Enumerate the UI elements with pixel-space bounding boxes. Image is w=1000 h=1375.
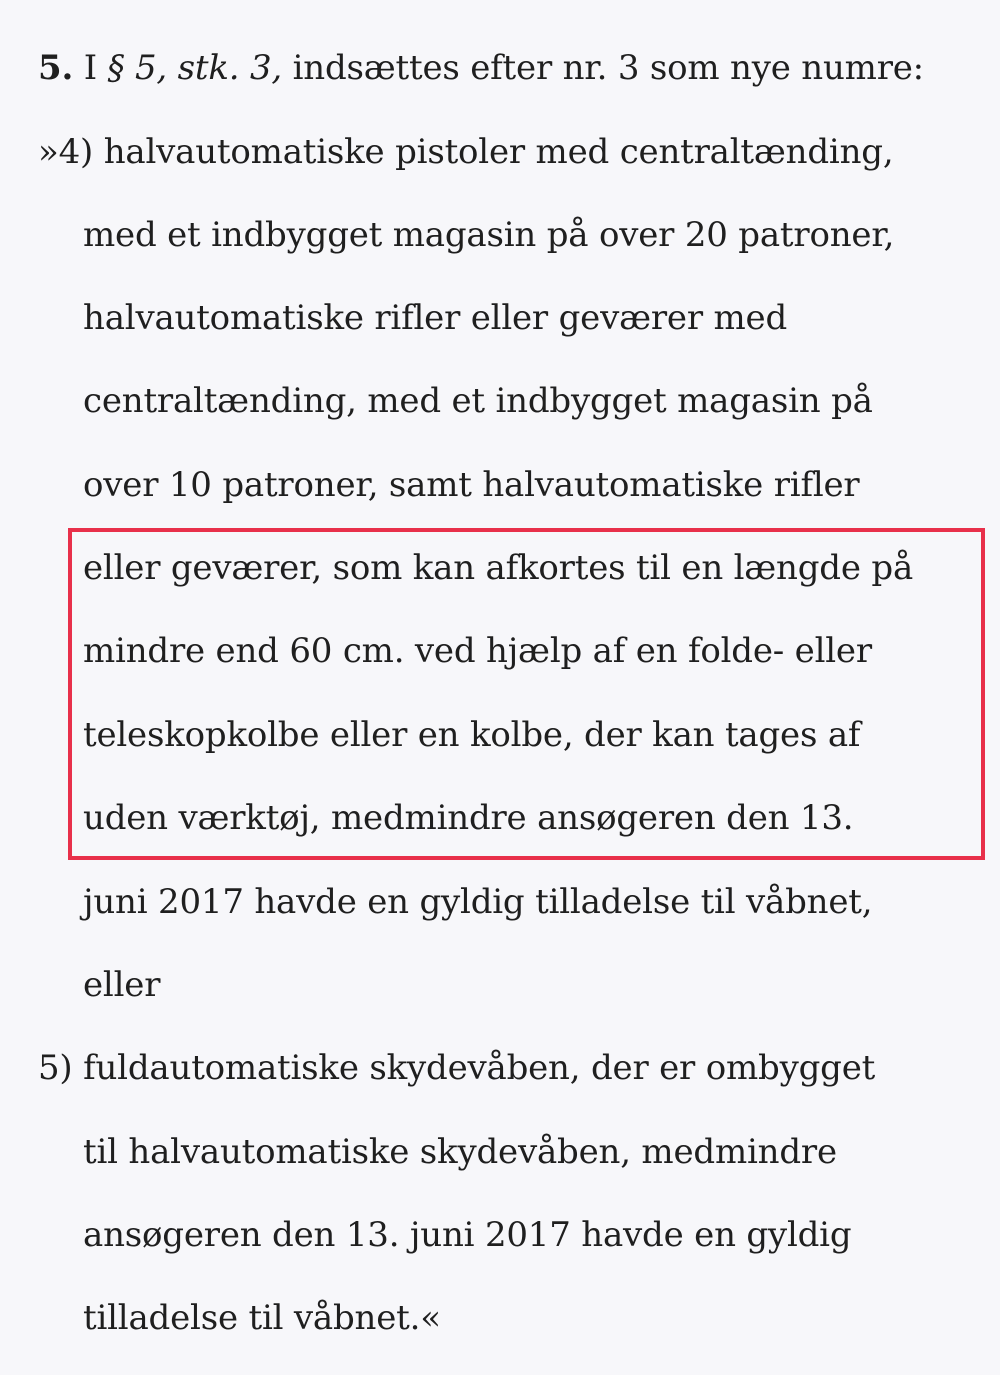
text-line: »4) halvautomatiske pistoler med centraltænding, [38,132,894,172]
text-line: over 10 patroner, samt halvautomatiske rifler [83,465,860,505]
text-line: juni 2017 havde en gyldig tilladelse til våbnet, [83,882,873,922]
amendment-lead: I [73,48,108,88]
section-reference: § 5, stk. 3, [107,48,282,88]
text-line: tilladelse til våbnet.« [83,1298,441,1338]
amendment-number: 5. [38,48,74,88]
text-line: eller [83,965,161,1005]
text-line: centraltænding, med et indbygget magasin på [83,381,873,421]
highlighted-text-line: uden værktøj, medmindre ansøgeren den 13. [83,798,854,838]
highlighted-text-line: eller geværer, som kan afkortes til en længde på [83,548,914,588]
text-line: med et indbygget magasin på over 20 patroner, [83,215,895,255]
amendment-heading-rest: indsættes efter nr. 3 som nye numre: [282,48,924,88]
text-line: 5) fuldautomatiske skydevåben, der er ombygget [38,1048,876,1088]
text-line: ansøgeren den 13. juni 2017 havde en gyldig [83,1215,852,1255]
highlight-box [68,528,985,860]
amendment-heading [38,48,924,88]
text-line: halvautomatiske rifler eller geværer med [83,298,788,338]
highlighted-text-line: teleskopkolbe eller en kolbe, der kan tages af [83,715,861,755]
text-line: til halvautomatiske skydevåben, medmindre [83,1132,837,1172]
highlighted-text-line: mindre end 60 cm. ved hjælp af en folde- eller [83,631,872,671]
